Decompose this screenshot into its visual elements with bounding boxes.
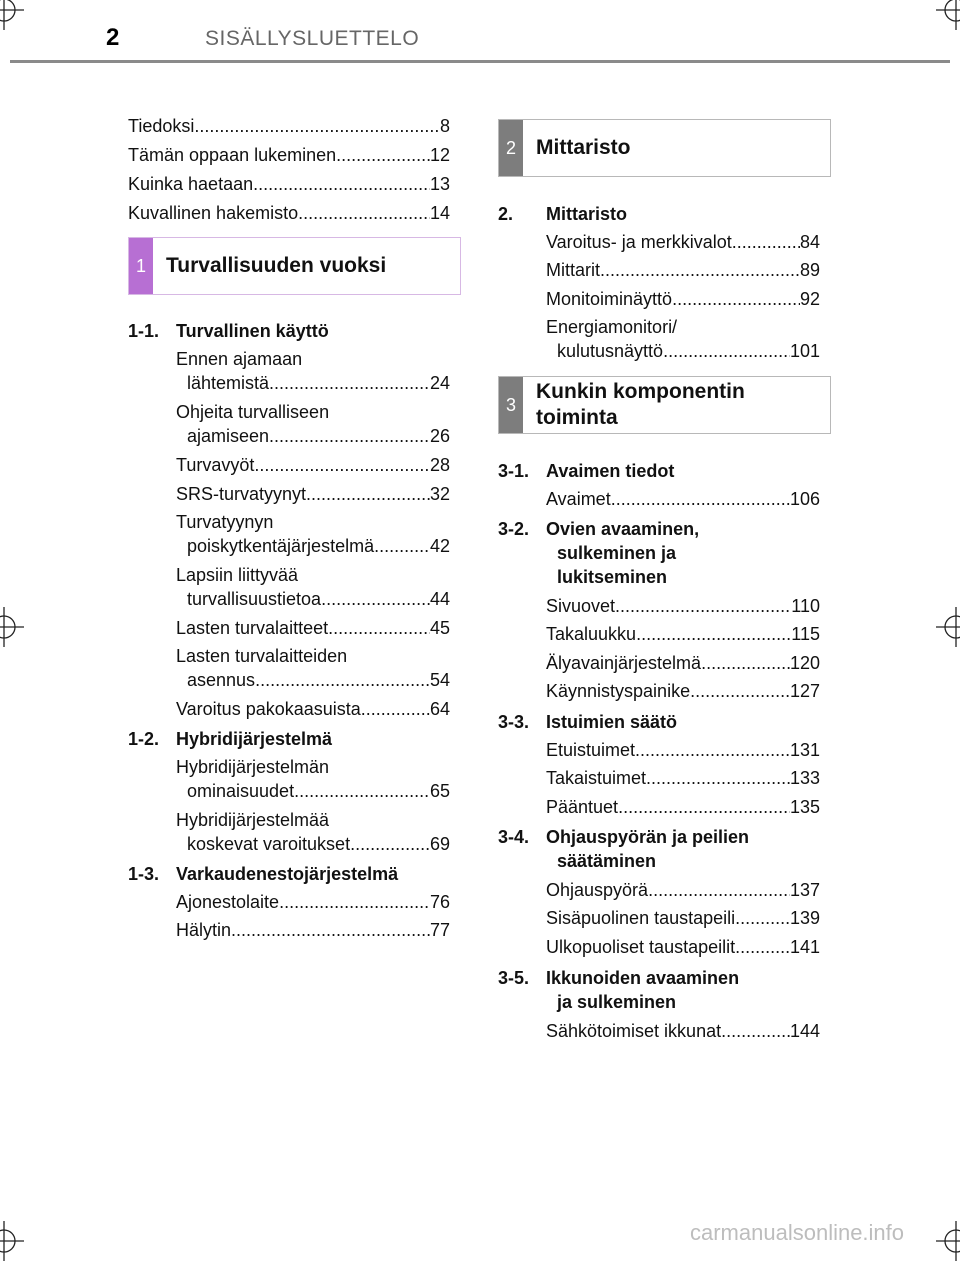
chapter-title: Mittaristo [536,136,631,159]
toc-item[interactable]: Ohjauspyörä ..... 137 [546,878,820,902]
page-title: SISÄLLYSLUETTELO [205,27,420,50]
toc-item[interactable]: Avaimet ..... 106 [546,487,820,511]
watermark: carmanualsonline.info [690,1220,905,1245]
toc-item[interactable]: Monitoiminäyttö ..... 92 [546,287,820,311]
toc-item[interactable]: Takaistuimet ..... 133 [546,766,820,790]
toc-entry[interactable]: Tiedoksi ..... 8 [128,114,450,138]
page-number: 2 [106,24,120,51]
toc-item[interactable]: Sivuovet ..... 110 [546,594,820,618]
chapter-tab: 2 [499,120,523,176]
toc-item[interactable]: Käynnistyspainike ..... 127 [546,679,820,703]
toc-item[interactable]: Lasten turvalaitteet ..... 45 [176,616,450,640]
toc-item[interactable]: Turvavyöt ..... 28 [176,453,450,477]
toc-item[interactable]: Ajonestolaite ..... 76 [176,890,450,914]
toc-entry[interactable]: Kuvallinen hakemisto ..... 14 [128,201,450,225]
toc-item[interactable]: Ohjeita turvalliseen ajamiseen ..... 26 [176,400,450,448]
registration-mark-mid-right-icon [936,607,960,647]
page-header [10,20,950,64]
chapter-box-1[interactable] [128,237,461,295]
toc-item[interactable]: Sisäpuolinen taustapeili ..... 139 [546,906,820,930]
toc-item[interactable]: Hybridijärjestelmän ominaisuudet ..... 65 [176,755,450,803]
chapter-title: Turvallisuuden vuoksi [166,254,387,277]
toc-item[interactable]: Lapsiin liittyvää turvallisuustietoa ..... 44 [176,563,450,611]
toc-entry[interactable]: Tämän oppaan lukeminen ..... 12 [128,143,450,167]
toc-item[interactable]: Turvatyynyn poiskytkentäjärjestelmä ..... 42 [176,510,450,558]
toc-item[interactable]: Ulkopuoliset taustapeilit ..... 141 [546,935,820,959]
toc-item[interactable]: Sähkötoimiset ikkunat ..... 144 [546,1019,820,1043]
chapter-box-3[interactable] [498,376,831,434]
toc-item[interactable]: Hybridijärjestelmää koskevat varoitukset ..... 69 [176,808,450,856]
chapter-tab: 3 [499,377,523,433]
registration-mark-bottom-left-icon [0,1221,24,1261]
toc-item[interactable]: SRS-turvatyynyt ..... 32 [176,482,450,506]
registration-mark-bottom-right-icon [936,1221,960,1261]
chapter-title: Kunkin komponentin toiminta [536,380,745,429]
toc-item[interactable]: Ennen ajamaan lähtemistä ..... 24 [176,347,450,395]
toc-item[interactable]: Älyavainjärjestelmä ..... 120 [546,651,820,675]
chapter-tab: 1 [129,238,153,294]
toc-entry[interactable]: Kuinka haetaan ..... 13 [128,172,450,196]
toc-item[interactable]: Hälytin ..... 77 [176,918,450,942]
toc-item[interactable]: Varoitus- ja merkkivalot ..... 84 [546,230,820,254]
header-rule [10,60,950,63]
toc-item[interactable]: Lasten turvalaitteiden asennus ..... 54 [176,644,450,692]
toc-item[interactable]: Pääntuet ..... 135 [546,795,820,819]
toc-item[interactable]: Etuistuimet ..... 131 [546,738,820,762]
toc-item[interactable]: Varoitus pakokaasuista ..... 64 [176,697,450,721]
chapter-box-2[interactable] [498,119,831,177]
registration-mark-mid-left-icon [0,607,24,647]
toc-item[interactable]: Energiamonitori/ kulutusnäyttö ..... 101 [546,315,820,363]
toc-item[interactable]: Mittarit ..... 89 [546,258,820,282]
toc-item[interactable]: Takaluukku ..... 115 [546,622,820,646]
